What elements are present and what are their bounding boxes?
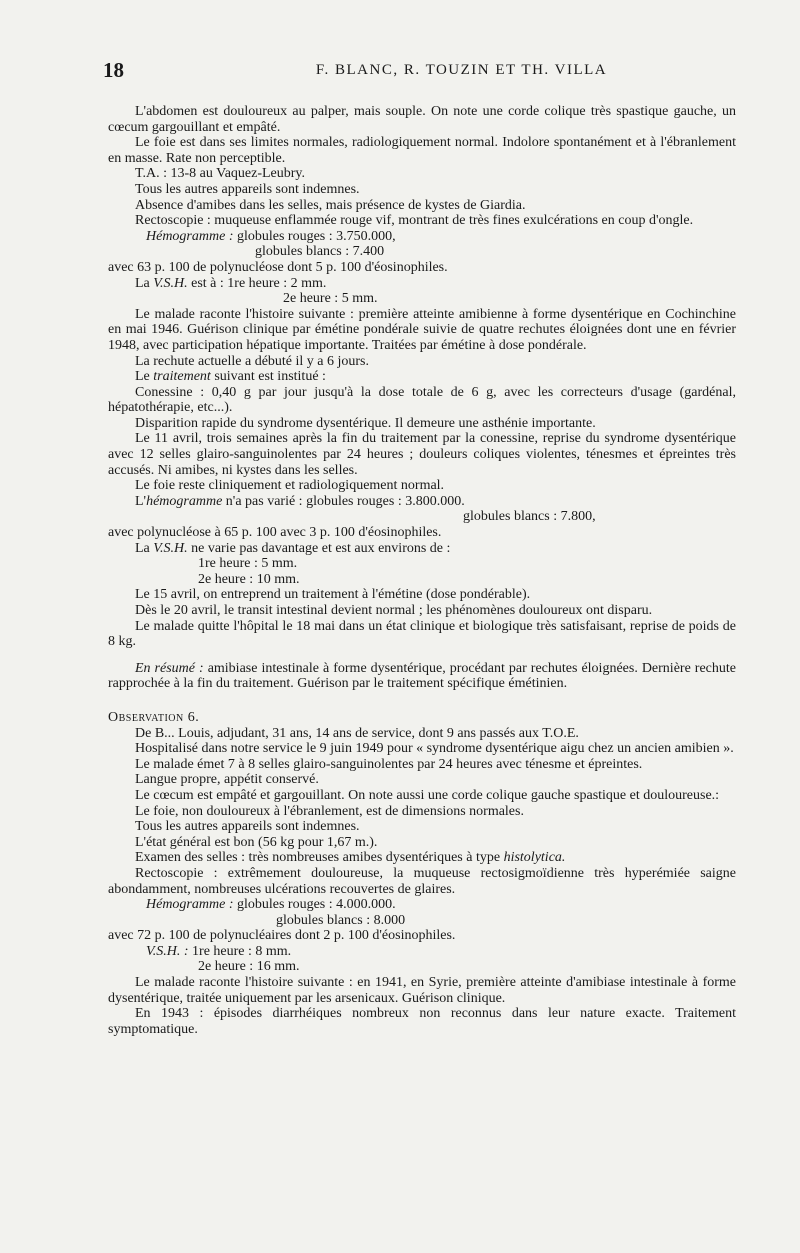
vsh-prefix: La: [135, 275, 150, 291]
hemogram-label: Hémogramme :: [146, 897, 234, 913]
hemogram-line: avec polynucléose à 65 p. 100 avec 3 p. 100 d'éosinophiles.: [108, 525, 442, 541]
paragraph: Conessine : 0,40 g par jour jusqu'à la dose totale de 6 g, avec les correcteurs d'usage (gardénal, hépatothérapie, etc...).: [108, 384, 736, 416]
vsh-line: [108, 944, 736, 960]
text: amibiase intestinale à forme dysentérique, procédant par rechutes éloignées. Dernière rechute rapprochée à la fin du traitement. Guérison par le traitement spécifique émétinien.: [108, 660, 736, 692]
vsh-line: 2e heure : 16 mm.: [198, 959, 300, 975]
text: L': [135, 493, 147, 509]
paragraph: Tous les autres appareils sont indemnes.: [135, 819, 360, 835]
hemogram-line: globules blancs : 7.400: [255, 244, 385, 260]
running-head: F. BLANC, R. TOUZIN ET TH. VILLA: [315, 62, 608, 78]
paragraph: Le 15 avril, on entreprend un traitement à l'émétine (dose pondérable).: [135, 587, 531, 603]
vsh-line: 1re heure : 5 mm.: [198, 556, 298, 572]
vsh-line: 2e heure : 5 mm.: [283, 291, 378, 307]
paragraph: Tous les autres appareils sont indemnes.: [135, 181, 360, 197]
vsh-line: [108, 276, 736, 292]
hemogram-line: globules blancs : 7.800,: [463, 509, 596, 525]
italic-text: traitement: [153, 369, 211, 385]
paragraph: Le foie reste cliniquement et radiologiquement normal.: [135, 478, 445, 494]
paragraph: Le malade émet 7 à 8 selles glairo-sanguinolentes par 24 heures avec ténesme et épreintes.: [135, 756, 643, 772]
vsh-label: V.S.H.: [153, 275, 188, 291]
text: Le: [135, 369, 150, 385]
vsh-label: V.S.H. :: [146, 943, 189, 959]
italic-text: histolytica.: [503, 850, 566, 866]
italic-text: En résumé :: [135, 660, 204, 676]
hemogram-value: globules rouges : 3.750.000,: [236, 228, 396, 244]
paragraph: Rectoscopie : extrêmement douloureuse, la muqueuse rectosigmoïdienne très hyperémiée saigne abondamment, nombreuses ulcérations recouvertes de glaires.: [108, 865, 736, 897]
body-text: [108, 104, 736, 1037]
hemogram-line: [108, 229, 736, 245]
paragraph: L'abdomen est douloureux au palper, mais souple. On note une corde colique très spastique gauche, un cœcum gargouillant et empâté.: [108, 104, 736, 135]
paragraph: Rectoscopie : muqueuse enflammée rouge vif, montrant de très fines exulcérations en coup d'ongle.: [135, 213, 694, 229]
hemogram-label: hémogramme: [146, 493, 223, 509]
paragraph: Le malade raconte l'histoire suivante : première atteinte amibienne à forme dysentérique en Cochinchine en mai 1946. Guérison clinique par émétine pondérale suivie de quatre rechutes éloignées dont une en février 1948, avec participation hépatique importante. Traitées par émétine à dose pondérale.: [108, 306, 736, 353]
hemogram-line: [108, 897, 736, 913]
paragraph: [108, 369, 736, 385]
hemogram-value: globules rouges : 4.000.000.: [236, 897, 396, 913]
hemogram-value: n'a pas varié : globules rouges : 3.800.000.: [225, 493, 465, 509]
vsh-value: ne varie pas davantage et est aux environs de :: [191, 540, 451, 556]
hemogram-line: avec 63 p. 100 de polynucléose dont 5 p. 100 d'éosinophiles.: [108, 259, 448, 275]
hemogram-label: Hémogramme :: [146, 228, 234, 244]
page-number: 18: [103, 58, 124, 82]
paragraph: Le cœcum est empâté et gargouillant. On note aussi une corde colique gauche spastique et douloureuse.:: [135, 787, 720, 803]
paragraph: [108, 850, 736, 866]
text: Examen des selles : très nombreuses amibes dysentériques à type: [135, 850, 501, 866]
vsh-line: [108, 541, 736, 557]
paragraph: L'état général est bon (56 kg pour 1,67 m.).: [135, 834, 378, 850]
paragraph: Dès le 20 avril, le transit intestinal devient normal ; les phénomènes douloureux ont disparu.: [135, 603, 653, 618]
vsh-value: est à : 1re heure : 2 mm.: [191, 275, 327, 291]
paragraph: Le malade quitte l'hôpital le 18 mai dans un état clinique et biologique très satisfaisant, reprise de poids de 8 kg.: [108, 618, 736, 650]
vsh-label: V.S.H.: [153, 540, 188, 556]
paragraph: La rechute actuelle a débuté il y a 6 jours.: [135, 353, 370, 369]
hemogram-line: [108, 494, 736, 510]
section-heading: Observation 6.: [108, 709, 200, 725]
paragraph: Le malade raconte l'histoire suivante : en 1941, en Syrie, première atteinte d'amibiase intestinale à forme dysentérique, traitée uniquement par les arsenicaux. Guérison clinique.: [108, 975, 736, 1006]
text: suivant est institué :: [214, 369, 326, 385]
paragraph: T.A. : 13-8 au Vaquez-Leubry.: [135, 166, 306, 182]
paragraph: Le foie, non douloureux à l'ébranlement, est de dimensions normales.: [135, 803, 524, 819]
vsh-value: 1re heure : 8 mm.: [192, 943, 292, 959]
hemogram-line: avec 72 p. 100 de polynucléaires dont 2 p. 100 d'éosinophiles.: [108, 928, 456, 944]
paragraph: Le foie est dans ses limites normales, radiologiquement normal. Indolore spontanément et à l'ébranlement en masse. Rate non perceptible.: [108, 135, 736, 166]
summary-paragraph: [108, 661, 736, 692]
vsh-prefix: La: [135, 540, 150, 556]
paragraph: Le 11 avril, trois semaines après la fin du traitement par la conessine, reprise du syndrome dysentérique avec 12 selles glairo-sanguinolentes par 24 heures ; douleurs coliques violentes, ténesmes et épreintes très accusés. Ni amibes, ni kystes dans les selles.: [108, 431, 736, 478]
hemogram-line: globules blancs : 8.000: [276, 912, 406, 928]
paragraph: En 1943 : épisodes diarrhéiques nombreux non reconnus dans leur nature exacte. Traitement symptomatique.: [108, 1006, 736, 1037]
paragraph: Disparition rapide du syndrome dysentérique. Il demeure une asthénie importante.: [135, 415, 596, 431]
paragraph: Absence d'amibes dans les selles, mais présence de kystes de Giardia.: [135, 197, 526, 213]
page-header: [103, 58, 750, 84]
vsh-line: 2e heure : 10 mm.: [198, 571, 300, 587]
paragraph: Hospitalisé dans notre service le 9 juin 1949 pour « syndrome dysentérique aigu chez un ancien amibien ».: [135, 741, 734, 757]
paragraph: Langue propre, appétit conservé.: [135, 772, 319, 788]
paragraph: De B... Louis, adjudant, 31 ans, 14 ans de service, dont 9 ans passés aux T.O.E.: [135, 725, 579, 741]
